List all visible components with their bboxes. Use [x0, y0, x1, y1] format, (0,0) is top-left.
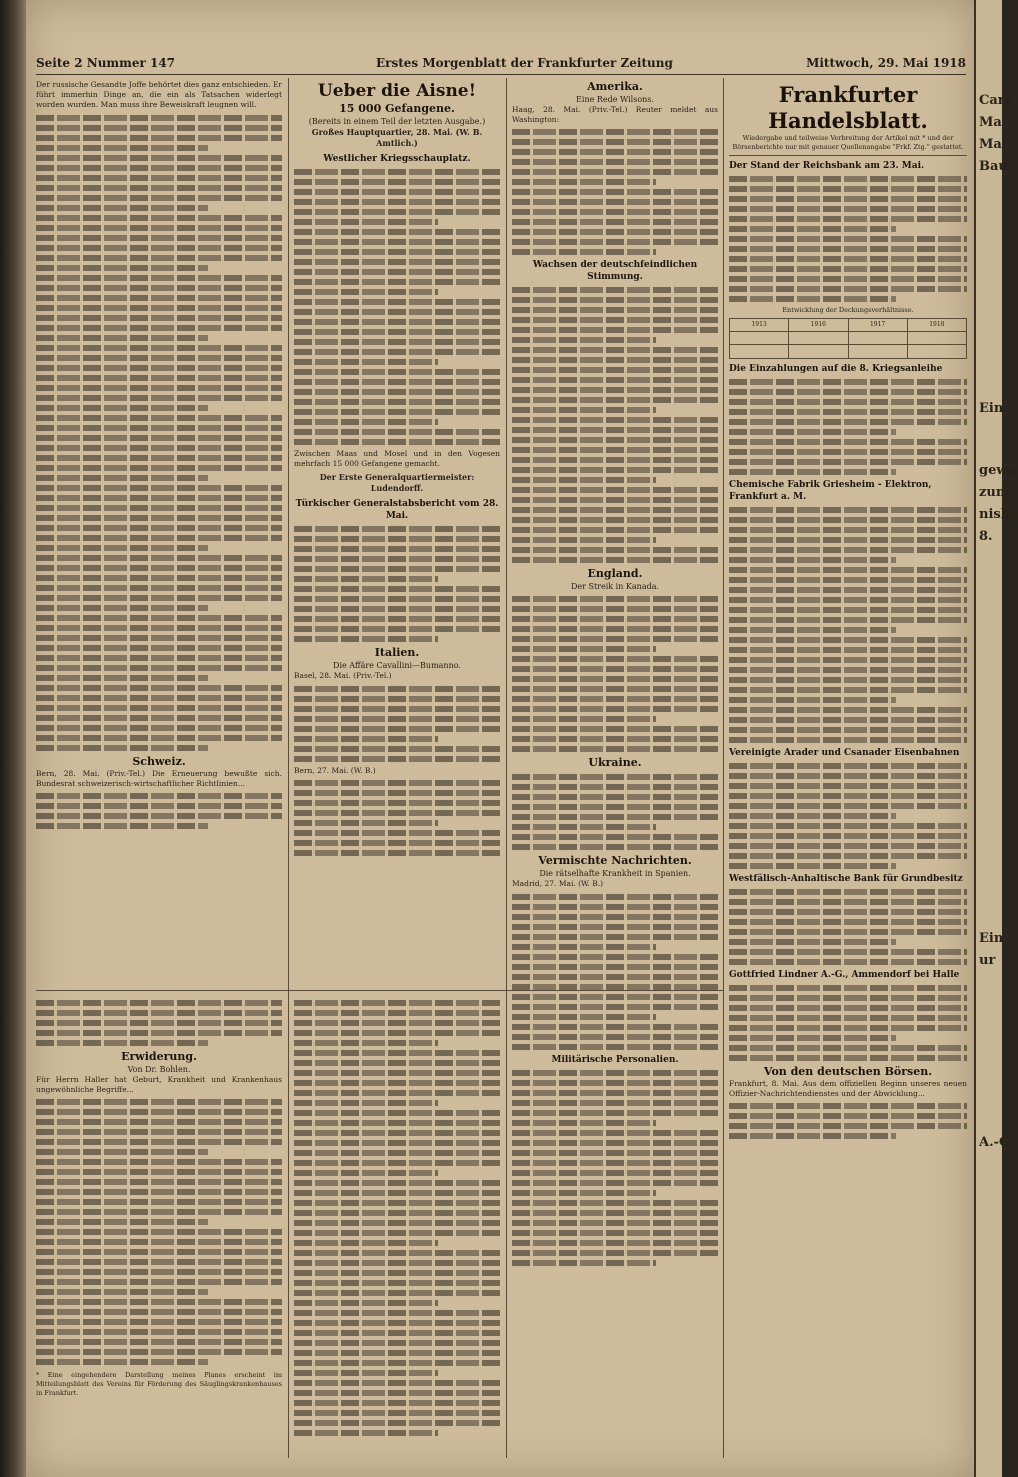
column-rule	[723, 78, 724, 1458]
erwiderung-byline: Von Dr. Bohlen.	[127, 1065, 191, 1074]
heading-sentiment: Wachsen der deutschfeindlichen Stimmung.	[532, 260, 698, 283]
table-header-1917: 1917	[848, 319, 907, 332]
item-kriegsanleihe: Die Einzahlungen auf die 8. Kriegsanleihe	[729, 363, 943, 374]
running-header	[36, 52, 966, 75]
newspaper-page	[26, 0, 974, 1477]
main-headline: Ueber die Aisne!	[317, 81, 477, 101]
table-header-1916: 1916	[789, 319, 848, 332]
heading-turkish-report: Türkischer Generalstabsbericht vom 28. Mai.	[295, 499, 499, 522]
column-foreign	[512, 80, 718, 1466]
heading-schweiz: Schweiz.	[132, 754, 186, 768]
section-western-front: Westlicher Kriegsschauplatz.	[323, 154, 471, 164]
coverage-table	[729, 318, 967, 359]
main-note: (Bereits in einem Teil der letzten Ausgabe.)	[308, 117, 486, 126]
heading-erwiderung: Erwiderung.	[121, 1050, 197, 1063]
misc-subhead: Die rätselhafte Krankheit in Spanien.	[539, 869, 691, 879]
handelsblatt-title: Frankfurter Handelsblatt.	[768, 82, 928, 133]
amerika-dateline: Haag, 28. Mai. (Priv.-Tel.) Reuter meldet aus Washington:	[512, 105, 718, 125]
italy-subhead: Die Affäre Cavallini—Bumanno.	[333, 661, 461, 671]
table-caption: Entwicklung der Deckungsverhältnisse.	[782, 306, 914, 314]
book-binding	[0, 0, 26, 1477]
edge-fragment: Ein	[979, 401, 1004, 416]
heading-italy: Italien.	[374, 646, 420, 660]
column-politics	[36, 80, 282, 985]
england-subhead: Der Streik in Kanada.	[570, 582, 660, 592]
edge-fragment: A.-G.	[979, 1135, 1015, 1150]
captured-paragraph: Zwischen Maas und Mosel und in den Vogesen mehrfach 15 000 Gefangene gemacht.	[294, 449, 500, 469]
item-griesheim: Chemische Fabrik Griesheim - Elektron, Frankfurt a. M.	[729, 479, 932, 502]
bern-dateline: Bern, 27. Mai. (W. B.)	[294, 765, 376, 775]
heading-amerika: Amerika.	[587, 80, 643, 93]
signature: Der Erste Generalquartiermeister: Ludendorff.	[319, 472, 475, 494]
main-dateline: Großes Hauptquartier, 28. Mai. (W. B. Amtlich.)	[311, 127, 483, 148]
heading-personalien: Militärische Personalien.	[551, 1054, 679, 1065]
heading-misc: Vermischte Nachrichten.	[538, 854, 692, 868]
edge-fragment: gewa	[979, 463, 1016, 478]
edge-fragment: Bau	[979, 159, 1008, 174]
edge-fragment: ur	[979, 953, 996, 968]
item-westfaelisch: Westfälisch-Anhaltische Bank für Grundbesitz	[729, 873, 963, 884]
schweiz-paragraph: Bern, 28. Mai. (Priv.-Tel.) Die Erneuerung bewußte sich. Bundesrat schweizerisch-wirtschaftlicher Richtlinien...	[36, 768, 282, 788]
heading-boersen: Von den deutschen Börsen.	[763, 1064, 933, 1078]
edge-fragment: Ein	[979, 931, 1004, 946]
edge-fragment: nisbe	[979, 507, 1018, 522]
amerika-subhead: Eine Rede Wilsons.	[576, 95, 654, 104]
heading-england: England.	[587, 567, 643, 581]
handelsblatt-subtitle: Wiedergabe und teilweise Verbreitung der Artikel mit * und der Börsenberichte nur mit genauer Quellenangabe "Frkf. Ztg." gestattet.	[729, 134, 967, 156]
next-page-edge	[974, 0, 1018, 1477]
edge-fragment: Mai	[979, 137, 1007, 152]
erwiderung-paragraph: Für Herrn Haller hat Geburt, Krankheit und Krankenhaus ungewöhnliche Begriffe...	[36, 1075, 282, 1095]
page-number: Seite 2 Nummer 147	[36, 56, 176, 70]
item-reichsbank: Der Stand der Reichsbank am 23. Mai.	[729, 161, 925, 171]
boersen-paragraph: Frankfurt, 8. Mai. Aus dem offiziellen Beginn unseres neuen Offizier-Nachrichtendienstes und der Abwicklung...	[729, 1078, 967, 1098]
column-commerce	[729, 80, 967, 1466]
column-feuilleton-2	[294, 996, 500, 1466]
column-feuilleton	[36, 996, 282, 1466]
column-rule	[288, 78, 289, 1458]
paper-title: Erstes Morgenblatt der Frankfurter Zeitung	[376, 56, 673, 70]
italy-dateline: Basel, 28. Mai. (Priv.-Tel.)	[294, 671, 392, 681]
edge-fragment: Ma	[979, 115, 1002, 130]
edge-fragment: zum	[979, 485, 1010, 500]
edge-fragment: Caro	[979, 93, 1014, 108]
heading-ukraine: Ukraine.	[588, 756, 642, 770]
column-war-report	[294, 80, 500, 985]
footnote: * Eine eingehendere Darstellung meines Planes erscheint im Mitteilungsblatt des Vereins für Förderung des Säuglingskrankenhauses in Frankfurt.	[36, 1371, 282, 1398]
main-subhead: 15 000 Gefangene.	[339, 102, 455, 115]
item-arader: Vereinigte Arader und Csanader Eisenbahnen	[729, 747, 960, 758]
intro-paragraph: Der russische Gesandte Joffe behörtet dies ganz entschieden. Er führt immerhin Dinge an, die ein als Tatsachen widerlegt worden wurden. Man muss ihre Beweiskraft leugnen will.	[36, 80, 282, 110]
issue-date: Mittwoch, 29. Mai 1918	[806, 56, 966, 70]
table-header-1913: 1913	[730, 319, 789, 332]
item-lindner: Gottfried Lindner A.-G., Ammendorf bei Halle	[729, 969, 960, 980]
madrid-dateline: Madrid, 27. Mai. (W. B.)	[512, 879, 604, 889]
column-rule	[506, 78, 507, 1458]
edge-fragment: 8.	[979, 529, 993, 544]
table-header-1918: 1918	[907, 319, 966, 332]
